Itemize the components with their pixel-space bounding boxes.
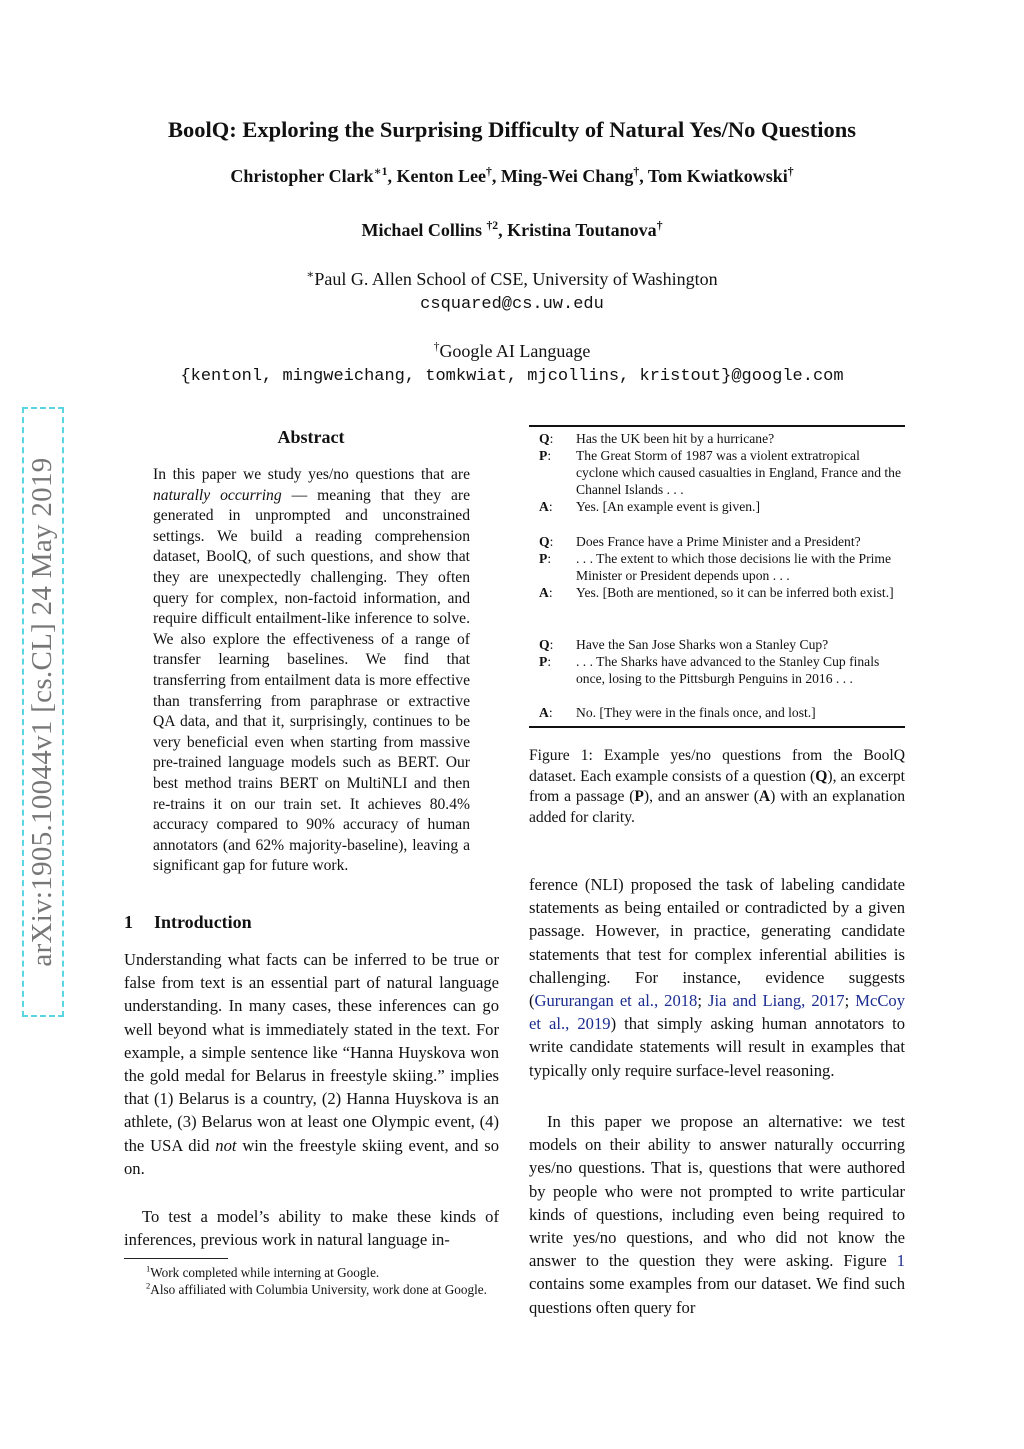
label-a: A xyxy=(539,705,549,720)
author-name: Michael Collins xyxy=(361,220,482,240)
caption-bold: A xyxy=(758,788,771,806)
label-a: A xyxy=(539,499,549,514)
arxiv-stamp: arXiv:1905.10044v1 [cs.CL] 24 May 2019 xyxy=(22,407,64,1017)
figure-top-rule xyxy=(529,425,905,427)
paragraph-text: ; xyxy=(697,991,708,1011)
email-google: {kentonl, mingweichang, tomkwiat, mjcollins, kristout}@google.com xyxy=(180,367,844,386)
author-name: Kenton Lee xyxy=(396,166,486,186)
author-line-1: Christopher Clark$^{∗1}$, Kenton Lee†, Ming-Wei Chang†, Tom Kwiatkowski† xyxy=(230,165,794,186)
author-mark: † xyxy=(787,165,794,178)
figure-example-3-question: Q: Have the San Jose Sharks won a Stanley Cup? xyxy=(529,637,905,654)
author-name: Tom Kwiatkowski xyxy=(647,166,788,186)
author-mark: † xyxy=(656,219,663,232)
caption-bold: P xyxy=(634,788,644,806)
section-number: 1 xyxy=(124,912,133,932)
author-name: Christopher Clark xyxy=(230,166,374,186)
label-q: Q xyxy=(539,534,550,549)
figure-example-1-question: Q: Has the UK been hit by a hurricane? xyxy=(529,431,905,448)
paragraph-text: ; xyxy=(844,991,856,1011)
passage-text: . . . The Sharks have advanced to the Stanley Cup finals once, losing to the Pittsburgh Penguins in 2016 . . . xyxy=(576,654,880,686)
paragraph-text: In this paper we propose an alternative: we test models on their ability to answer naturally occurring yes/no questions. That is, questions that were authored by people who were not prompted to write particular kinds of questions, including even being required to write yes/no questions, and who did not know the answer to the question they were asking. Figure xyxy=(529,1112,905,1271)
footnote-text: Also affiliated with Columbia University, work done at Google. xyxy=(150,1282,487,1297)
affiliation-text: Google AI Language xyxy=(439,341,591,361)
passage-text: The Great Storm of 1987 was a violent extratropical cyclone which caused casualties in England, France and the Channel Islands . . . xyxy=(576,448,901,497)
paragraph-text: ference (NLI) proposed the task of labeling candidate statements as being entailed or contradicted by a given passage. However, in practice, generating candidate statements that test for complex inferential abilities is challenging. For instance, evidence suggests ( xyxy=(529,875,905,1011)
author-mark: † xyxy=(486,165,492,178)
intro-paragraph-2: To test a model’s ability to make these kinds of inferences, previous work in natural language in- xyxy=(124,1207,499,1250)
figure-example-1-answer: A: Yes. [An example event is given.] xyxy=(529,499,905,516)
abstract-text: — meaning that they are generated in unprompted and unconstrained settings. We build a reading comprehension dataset, BoolQ, of such questions, and show that they are unexpectedly challenging. They often query for complex, non-factoid information, and require difficult entailment-like inference to solve. We also explore the effectiveness of a range of transfer learning baselines. We find that transferring from entailment data is more effective than transferring from paraphrase or extractive QA data, and that it, surprisingly, continues to be very beneficial even when starting from massive pre-trained language models such as BERT. Our best method trains BERT on MultiNLI and then re-trains it on our train set. It achieves 80.4% accuracy compared to 90% accuracy of human annotators (and 62% majority-baseline), leaving a significant gap for future work. xyxy=(153,486,470,875)
answer-text: No. [They were in the finals once, and lost.] xyxy=(576,705,816,720)
figure-bottom-rule xyxy=(529,726,905,728)
answer-text: Yes. [An example event is given.] xyxy=(576,499,760,514)
figure-reference-link[interactable]: 1 xyxy=(896,1251,905,1271)
author-mark: †2 xyxy=(486,219,499,232)
abstract-text: In this paper we study yes/no questions that are xyxy=(153,466,470,483)
citation-link[interactable]: McCoy et al., 2019 xyxy=(529,991,905,1034)
label-p: P xyxy=(539,448,548,463)
label-q: Q xyxy=(539,431,550,446)
affiliation-mark: † xyxy=(433,340,440,353)
caption-bold: Q xyxy=(815,767,828,785)
footnote-text: Work completed while interning at Google. xyxy=(150,1265,380,1280)
footnote-mark: 2 xyxy=(146,1280,151,1291)
author-name: Ming-Wei Chang xyxy=(500,166,634,186)
figure-example-3-passage: P: . . . The Sharks have advanced to the Stanley Cup finals once, losing to the Pittsburgh Penguins in 2016 . . . xyxy=(529,654,905,688)
author-mark: ∗1 xyxy=(373,165,388,178)
figure-caption xyxy=(529,746,905,828)
question-text: Have the San Jose Sharks won a Stanley Cup? xyxy=(576,637,829,652)
caption-text: ), an excerpt from a passage ( xyxy=(529,767,905,806)
citation-link[interactable]: Jia and Liang, 2017 xyxy=(708,991,845,1011)
right-paragraph-1 xyxy=(529,873,905,1082)
footnote-1 xyxy=(124,1264,500,1281)
author-line-2: Michael Collins $^{\dagger 2}$, Kristina Toutanova† xyxy=(361,219,663,240)
question-text: Has the UK been hit by a hurricane? xyxy=(576,431,775,446)
paper-title: BoolQ: Exploring the Surprising Difficulty of Natural Yes/No Questions xyxy=(168,117,856,142)
label-p: P xyxy=(539,654,548,669)
figure-example-1-passage: P: The Great Storm of 1987 was a violent extratropical cyclone which caused casualties in England, France and the Channel Islands . . . xyxy=(529,448,905,499)
abstract-heading: Abstract xyxy=(277,427,345,447)
footnote-divider xyxy=(124,1258,228,1259)
right-paragraph-2 xyxy=(529,1110,905,1319)
question-text: Does France have a Prime Minister and a President? xyxy=(576,534,861,549)
answer-text: Yes. [Both are mentioned, so it can be inferred both exist.] xyxy=(576,585,894,600)
passage-text: . . . The extent to which those decisions lie with the Prime Minister or President depends upon . . . xyxy=(576,551,891,583)
affiliation-text: Paul G. Allen School of CSE, University of Washington xyxy=(314,269,718,289)
label-q: Q xyxy=(539,637,550,652)
email-uw: csquared@cs.uw.edu xyxy=(420,295,604,314)
paragraph-text: contains some examples from our dataset. We find such questions often query for xyxy=(529,1274,905,1317)
caption-text: Figure 1: Example yes/no questions from the BoolQ dataset. Each example consists of a question ( xyxy=(529,747,905,785)
affiliation-mark: ∗ xyxy=(306,268,315,281)
citation-link[interactable]: Gururangan et al., 2018 xyxy=(534,991,698,1011)
paragraph-text: Understanding what facts can be inferred to be true or false from text is an essential part of natural language understanding. In many cases, these inferences can go well beyond what is immediately stated in the text. For example, a simple sentence like “Hanna Huyskova won the gold medal for Belarus in freestyle skiing.” implies that (1) Belarus is a country, (2) Hanna Huyskova is an athlete, (3) Belarus won at least one Olympic event, (4) the USA did xyxy=(124,950,499,1155)
author-mark: † xyxy=(633,165,640,178)
affiliation-google xyxy=(0,341,1024,362)
label-p: P xyxy=(539,551,548,566)
abstract-body xyxy=(153,465,470,877)
paragraph-text: ) that simply asking human annotators to write candidate statements will result in examples that typically only require surface-level reasoning. xyxy=(529,1014,906,1080)
label-a: A xyxy=(539,585,549,600)
section-heading-introduction xyxy=(124,912,252,933)
author-name: Kristina Toutanova xyxy=(507,220,657,240)
intro-paragraph-1 xyxy=(124,948,499,1180)
figure-example-3-answer: A: No. [They were in the finals once, and lost.] xyxy=(529,705,905,722)
figure-example-2-answer: A: Yes. [Both are mentioned, so it can be inferred both exist.] xyxy=(529,585,905,602)
abstract-emphasis: naturally occurring xyxy=(153,486,282,504)
figure-example-2-question: Q: Does France have a Prime Minister and a President? xyxy=(529,534,905,551)
section-title: Introduction xyxy=(154,912,252,932)
caption-text: ), and an answer ( xyxy=(643,788,759,806)
figure-example-2-passage: P: . . . The extent to which those decisions lie with the Prime Minister or President depends upon . . . xyxy=(529,551,905,585)
caption-text: ) with an explanation added for clarity. xyxy=(529,788,905,826)
affiliation-uw xyxy=(0,269,1024,290)
footnote-mark: 1 xyxy=(146,1263,151,1274)
footnote-2 xyxy=(124,1281,500,1298)
paragraph-emphasis: not xyxy=(215,1135,237,1155)
paragraph-text: win the freestyle skiing event, and so on. xyxy=(124,1135,499,1178)
